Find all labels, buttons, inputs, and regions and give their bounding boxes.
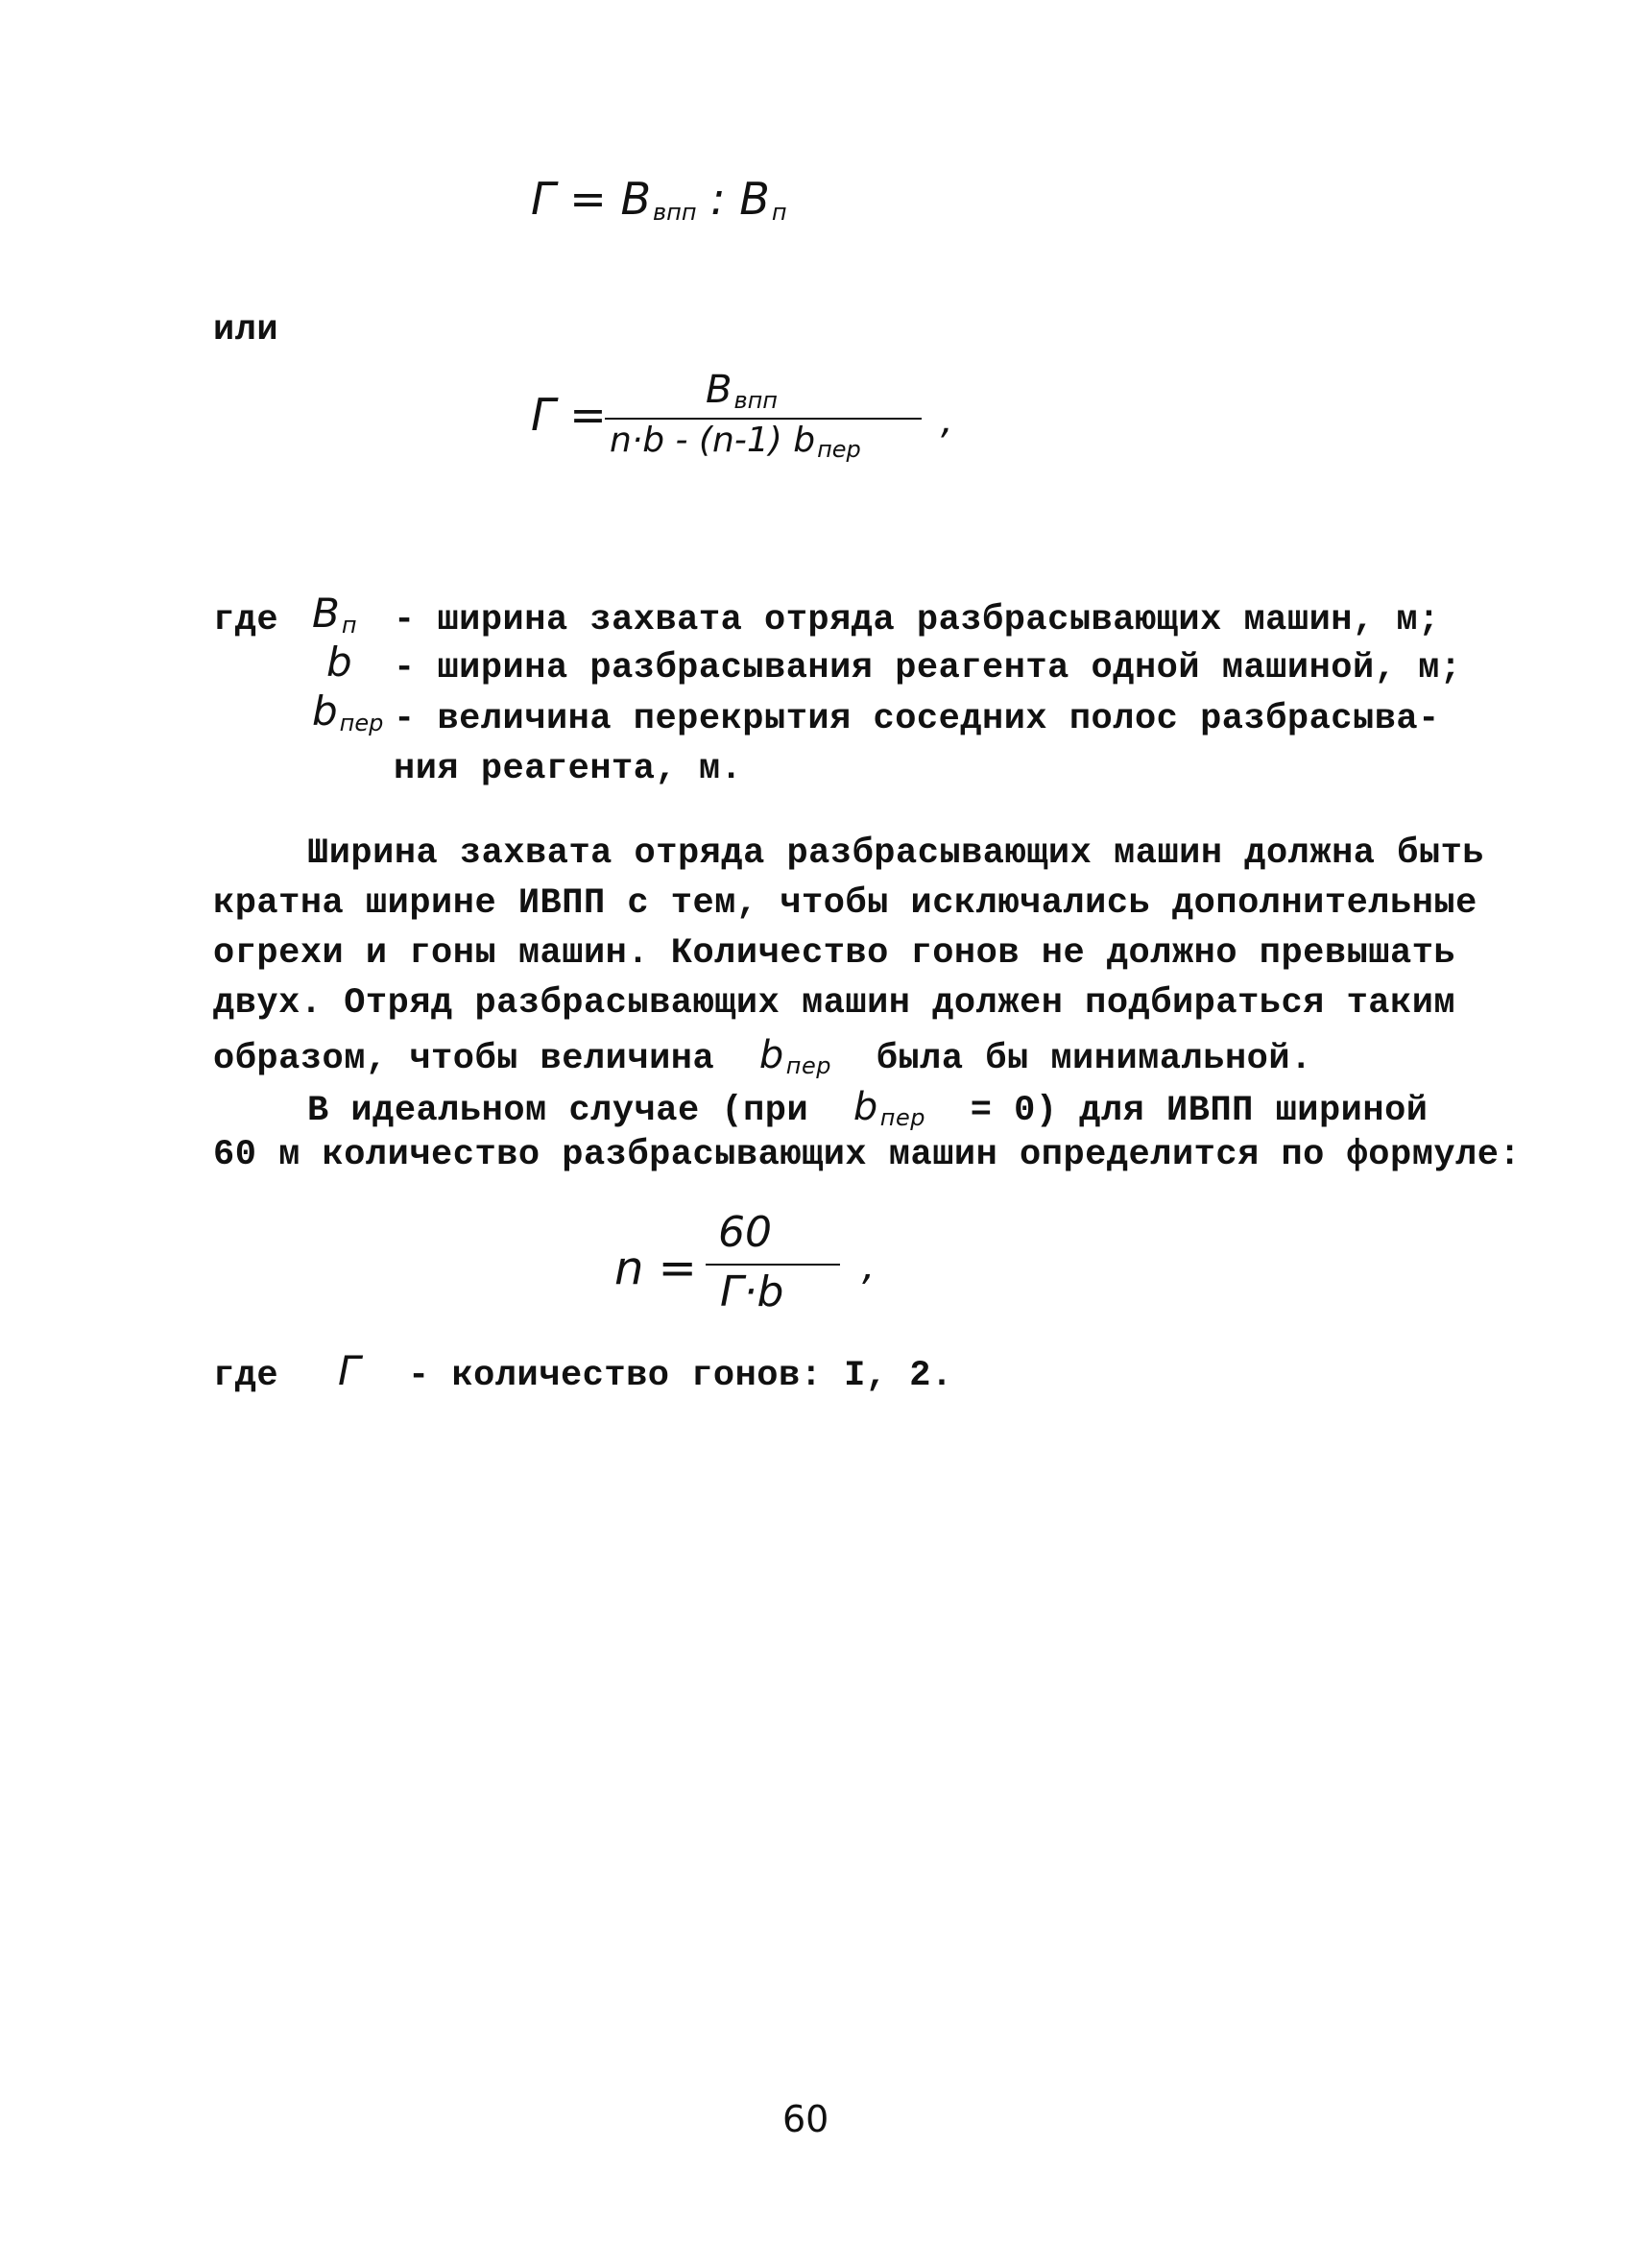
formula-3-denominator: Г·b [720,1267,784,1316]
paragraph-1-line-2: кратна ширине ИВПП с тем, чтобы исключались дополнительные [213,883,1477,924]
where-word-2: где [213,1356,279,1396]
formula-2-numerator [706,368,778,414]
where-item-1-symbol [312,590,357,639]
where-word-1: где [213,600,279,640]
where-item-1-dash: - [394,600,416,640]
formula-1-lhs: Г [531,173,556,225]
formula-1-colon: : [710,173,726,225]
paragraph-1-line-4: двух. Отряд разбрасывающих машин должен подбираться таким [213,983,1456,1024]
where-item-1-text: ширина захвата отряда разбрасывающих машин, м; [437,600,1440,640]
where-item-3-text: величина перекрытия соседних полос разбрасыва- [437,699,1440,739]
formula-3-comma: , [862,1242,876,1289]
formula-1-bn-sub: п [771,199,787,226]
paragraph-1-line-5 [213,1033,1312,1079]
formula-2-num-sym: B [706,368,732,412]
paragraph-2-sub: пер [879,1104,925,1131]
paragraph-2-symbol [853,1085,925,1129]
where-item-1-sub: п [341,612,357,639]
where-item-3-sym: b [312,688,338,735]
where-item-1-def [394,600,1440,640]
where-item-3-symbol [312,688,383,736]
formula-2-den-text: n·b - (n-1) b [610,421,816,460]
page-number: 60 [782,2098,829,2140]
paragraph-1-symbol [759,1033,831,1077]
formula-1 [531,173,787,226]
formula-3-lhs: n = [614,1242,697,1295]
formula-1-bn: B [739,173,770,225]
where-continuation: ния реагента, м. [394,749,743,789]
formula-1-eq: = [569,173,607,225]
formula-3 [614,1208,922,1323]
formula-2-fraction-bar [605,418,922,420]
paragraph-1-line-5-after: была бы минимальной. [876,1039,1312,1079]
formula-1-b: B [620,173,651,225]
where-item-2-symbol [326,639,352,686]
formula-2-comma: , [941,398,953,443]
formula-3-fraction-bar [706,1264,840,1266]
where-2-text: количество гонов: I, 2. [451,1356,953,1396]
paragraph-2-line-1-before: В идеальном случае (при [307,1091,809,1131]
paragraph-1-sym: b [758,1033,784,1077]
formula-2-lhs: Г = [531,389,607,441]
where-item-3-dash: - [394,699,416,739]
paragraph-1-sub: пер [785,1052,831,1079]
where-item-3-def [394,699,1440,739]
where-item-3-sub: пер [339,710,384,736]
paragraph-2-line-1-after: = 0) для ИВПП шириной [970,1091,1429,1131]
paragraph-1-line-3: огрехи и гоны машин. Количество гонов не должно превышать [213,933,1456,974]
where-2-def [408,1356,953,1396]
where-2-symbol: Г [338,1347,361,1394]
formula-2-denominator [610,421,861,463]
formula-2-den-sub: пер [817,436,861,463]
where-2-dash: - [408,1356,430,1396]
paragraph-2-line-2: 60 м количество разбрасывающих машин определится по формуле: [213,1135,1522,1175]
paragraph-1-line-5-before: образом, чтобы величина [213,1039,715,1079]
where-item-2-text: ширина разбрасывания реагента одной машиной, м; [437,648,1462,688]
paragraph-1-line-1: Ширина захвата отряда разбрасывающих машин должна быть [307,833,1484,874]
where-item-1-sym: B [312,590,340,637]
paragraph-2-sym: b [853,1085,878,1129]
where-item-2-sym: b [326,639,352,686]
paragraph-2-line-1 [307,1085,1429,1131]
formula-2-num-sub: впп [733,387,778,414]
where-item-2-def [394,648,1462,688]
formula-1-b-sub: впп [653,199,697,226]
formula-3-numerator: 60 [718,1208,772,1257]
where-item-2-dash: - [394,648,416,688]
or-word: или [213,310,279,350]
